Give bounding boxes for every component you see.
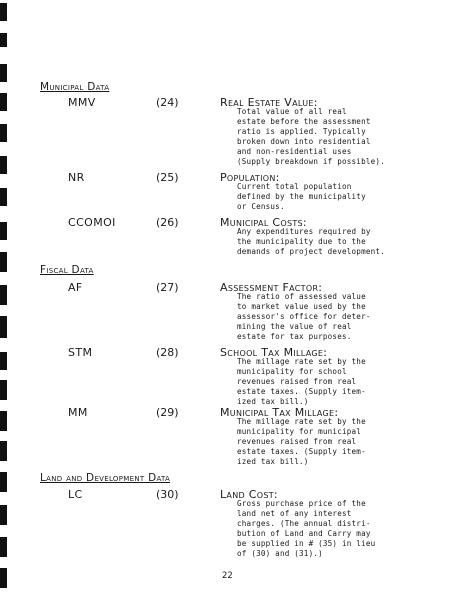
description-line: municipality for municipal <box>237 427 362 436</box>
description-line: land net of any interest <box>237 509 352 518</box>
description-line: bution of Land and Carry may <box>237 529 371 538</box>
variable-code: STM <box>68 346 93 359</box>
description-line: Current total population <box>237 182 352 191</box>
description-line: The ratio of assessed value <box>237 292 366 301</box>
description-line: Gross purchase price of the <box>237 499 366 508</box>
variable-code: MMV <box>68 96 96 109</box>
description-line: ized tax bill.) <box>237 397 309 406</box>
entry-description <box>237 182 447 212</box>
description-line: revenues raised from real <box>237 377 357 386</box>
entry-description <box>237 292 447 342</box>
item-number: (30) <box>156 488 179 501</box>
binding-mark <box>0 472 7 492</box>
binding-mark <box>0 380 7 400</box>
variable-code: AF <box>68 281 83 294</box>
binding-mark <box>0 33 7 47</box>
description-line: ratio is applied. Typically <box>237 127 366 136</box>
description-line: assessor's office for deter- <box>237 312 371 321</box>
entry-description <box>237 417 447 467</box>
variable-code: LC <box>68 488 83 501</box>
binding-mark <box>0 441 7 461</box>
section-title-land: Land and Development Data <box>40 472 171 484</box>
entry-heading: Population: <box>220 171 280 184</box>
description-line: (Supply breakdown if possible). <box>237 157 385 166</box>
binding-mark <box>0 505 7 525</box>
binding-mark <box>0 285 7 305</box>
variable-code: NR <box>68 171 85 184</box>
entry-heading: Municipal Tax Millage: <box>220 406 339 419</box>
entry-heading: Land Cost: <box>220 488 278 501</box>
description-line: estate for tax purposes. <box>237 332 352 341</box>
description-line: Any expenditures required by <box>237 227 371 236</box>
entry-heading: School Tax Millage: <box>220 346 328 359</box>
binding-mark <box>0 124 7 142</box>
description-line: and non-residential uses <box>237 147 352 156</box>
binding-mark <box>0 222 7 240</box>
entry-description <box>237 357 447 407</box>
description-line: The millage rate set by the <box>237 417 366 426</box>
description-line: The millage rate set by the <box>237 357 366 366</box>
binding-mark <box>0 537 7 557</box>
description-line: of (30) and (31).) <box>237 549 323 558</box>
description-line: or Census. <box>237 202 285 211</box>
description-line: to market value used by the <box>237 302 366 311</box>
description-line: mining the value of real <box>237 322 352 331</box>
description-line: municipality for school <box>237 367 347 376</box>
description-line: Total value of all real <box>237 107 347 116</box>
entry-heading: Real Estate Value: <box>220 96 318 109</box>
item-number: (25) <box>156 171 179 184</box>
binding-mark <box>0 3 7 21</box>
entry-description <box>237 107 447 167</box>
binding-mark <box>0 411 7 431</box>
binding-mark <box>0 252 7 272</box>
description-line: be supplied in # (35) in lieu <box>237 539 376 548</box>
description-line: estate taxes. (Supply item- <box>237 447 366 456</box>
entry-heading: Assessment Factor: <box>220 281 323 294</box>
binding-mark <box>0 156 7 174</box>
binding-mark <box>0 64 7 82</box>
description-line: estate taxes. (Supply item- <box>237 387 366 396</box>
binding-mark <box>0 316 7 338</box>
binding-mark <box>0 93 7 111</box>
entry-description <box>237 499 447 559</box>
entry-description <box>237 227 447 257</box>
variable-code: CCOMOI <box>68 216 116 229</box>
description-line: broken down into residential <box>237 137 371 146</box>
description-line: estate before the assessment <box>237 117 371 126</box>
binding-mark <box>0 568 7 588</box>
description-line: defined by the municipality <box>237 192 366 201</box>
binding-mark <box>0 352 7 370</box>
description-line: revenues raised from real <box>237 437 357 446</box>
section-title-municipal: Municipal Data <box>40 81 110 93</box>
description-line: the municipality due to the <box>237 237 366 246</box>
description-line: charges. (The annual distri- <box>237 519 371 528</box>
page-number: 22 <box>222 571 233 581</box>
item-number: (29) <box>156 406 179 419</box>
section-title-fiscal: Fiscal Data <box>40 264 94 276</box>
variable-code: MM <box>68 406 88 419</box>
description-line: demands of project development. <box>237 247 385 256</box>
binding-mark <box>0 188 7 206</box>
item-number: (26) <box>156 216 179 229</box>
item-number: (27) <box>156 281 179 294</box>
description-line: ized tax bill.) <box>237 457 309 466</box>
item-number: (28) <box>156 346 179 359</box>
entry-heading: Municipal Costs: <box>220 216 307 229</box>
item-number: (24) <box>156 96 179 109</box>
